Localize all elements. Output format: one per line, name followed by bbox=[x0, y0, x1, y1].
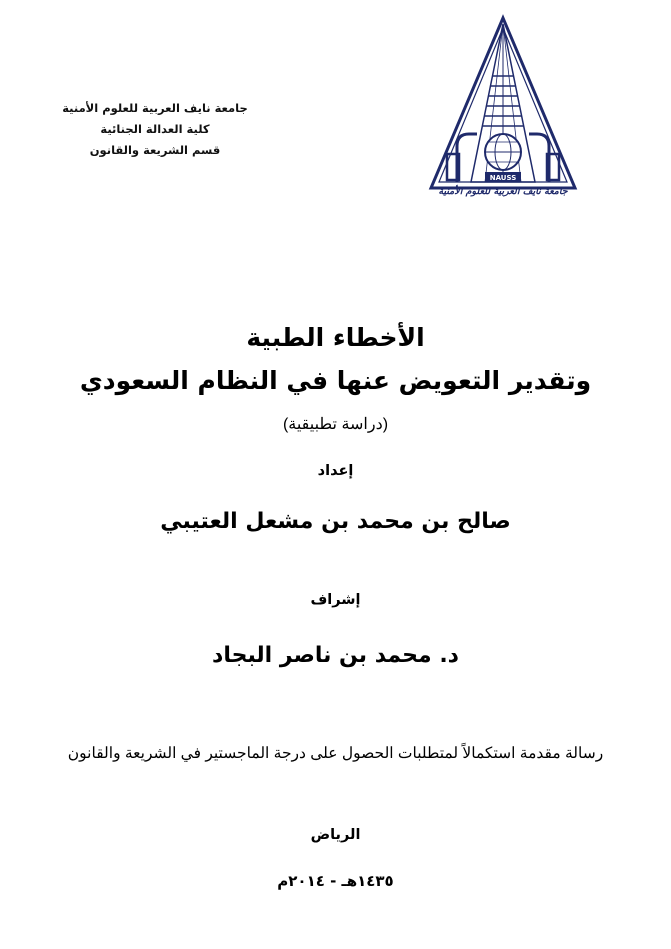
thesis-subtitle: (دراسة تطبيقية) bbox=[282, 416, 389, 433]
prepared-by-label: إعداد bbox=[317, 463, 354, 479]
supervisor-name: د. محمد بن ناصر البجاد bbox=[212, 643, 459, 668]
logo-abbreviation: NAUSS bbox=[489, 174, 517, 182]
supervision-label: إشراف bbox=[310, 592, 361, 608]
university-name: جامعة نايف العربية للعلوم الأمنية bbox=[62, 101, 248, 115]
degree-statement: رسالة مقدمة استكمالاً لمتطلبات الحصول على درجة الماجستير في الشريعة والقانون bbox=[67, 745, 604, 762]
college-name: كلية العدالة الجنائية bbox=[100, 122, 210, 136]
institution-header bbox=[60, 98, 250, 161]
thesis-title-line-2: وتقدير التعويض عنها في النظام السعودي bbox=[79, 366, 592, 395]
publication-date: ١٤٣٥هـ - ٢٠١٤م bbox=[277, 872, 394, 890]
city-name: الرياض bbox=[310, 827, 361, 843]
department-name: قسم الشريعة والقانون bbox=[89, 143, 221, 157]
author-name: صالح بن محمد بن مشعل العتيبي bbox=[160, 509, 511, 534]
university-logo bbox=[427, 14, 579, 210]
logo-caption: جامعة نايف العربية للعلوم الأمنية bbox=[438, 186, 568, 197]
thesis-title-line-1: الأخطاء الطبية bbox=[246, 323, 425, 352]
